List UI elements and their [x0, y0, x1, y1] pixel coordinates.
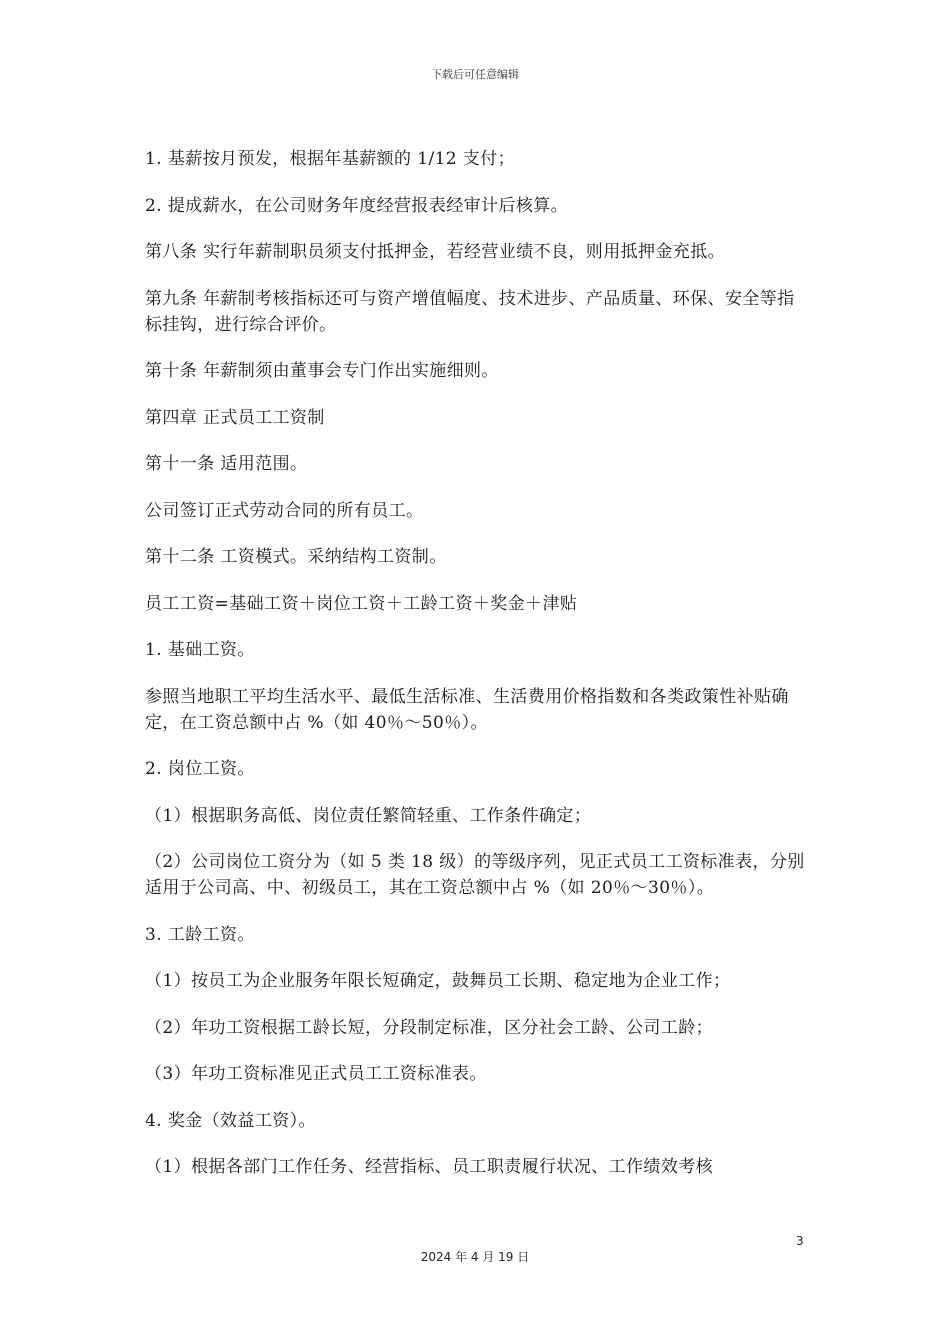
- paragraph: 第十条 年薪制须由董事会专门作出实施细则。: [145, 361, 499, 381]
- paragraph: 公司签订正式劳动合同的所有员工。: [145, 500, 424, 521]
- paragraph: 3. 工龄工资。: [145, 924, 255, 945]
- paragraph: 2. 提成薪水，在公司财务年度经营报表经审计后核算。: [145, 195, 569, 216]
- paragraph: 1. 基础工资。: [145, 640, 255, 660]
- paragraph: （1）根据各部门工作任务、经营指标、员工职责履行状况、工作绩效考核: [145, 1157, 714, 1177]
- paragraph: （1）按员工为企业服务年限长短确定，鼓舞员工长期、稳定地为企业工作；: [145, 971, 731, 991]
- paragraph: 2. 岗位工资。: [145, 759, 255, 779]
- header-note: 下载后可任意编辑: [431, 68, 519, 81]
- page-number: 3: [796, 1234, 804, 1248]
- paragraph: （2）公司岗位工资分为（如 5 类 18 级）的等级序列，见正式员工工资标准表，分别适用于公司高、中、初级员工，其在工资总额中占 %（如 20％～30％）。: [145, 852, 805, 898]
- chapter-heading: 第四章 正式员工工资制: [145, 407, 325, 428]
- document-body: [145, 146, 805, 1201]
- formula-paragraph: 员工工资=基础工资＋岗位工资＋工龄工资＋奖金＋津贴: [145, 593, 578, 614]
- paragraph: 参照当地职工平均生活水平、最低生活标准、生活费用价格指数和各类政策性补贴确定，在工资总额中占 %（如 40％～50％）。: [145, 686, 789, 733]
- footer-date: 2024 年 4 月 19 日: [420, 1250, 530, 1264]
- paragraph: 1. 基薪按月预发，根据年基薪额的 1/12 支付；: [145, 149, 516, 169]
- paragraph: 第十一条 适用范围。: [145, 454, 308, 474]
- paragraph: （1）根据职务高低、岗位责任繁简轻重、工作条件确定；: [145, 805, 592, 826]
- paragraph: （2）年功工资根据工龄长短，分段制定标准，区分社会工龄、公司工龄；: [145, 1017, 714, 1038]
- paragraph: 第八条 实行年薪制职员须支付抵押金，若经营业绩不良，则用抵押金充抵。: [145, 242, 726, 262]
- paragraph: 第九条 年薪制考核指标还可与资产增值幅度、技术进步、产品质量、环保、安全等指标挂钩，进行综合评价。: [145, 288, 795, 335]
- paragraph: （3）年功工资标准见正式员工工资标准表。: [145, 1064, 487, 1084]
- paragraph: 第十二条 工资模式。采纳结构工资制。: [145, 547, 447, 567]
- paragraph: 4. 奖金（效益工资）。: [145, 1110, 316, 1131]
